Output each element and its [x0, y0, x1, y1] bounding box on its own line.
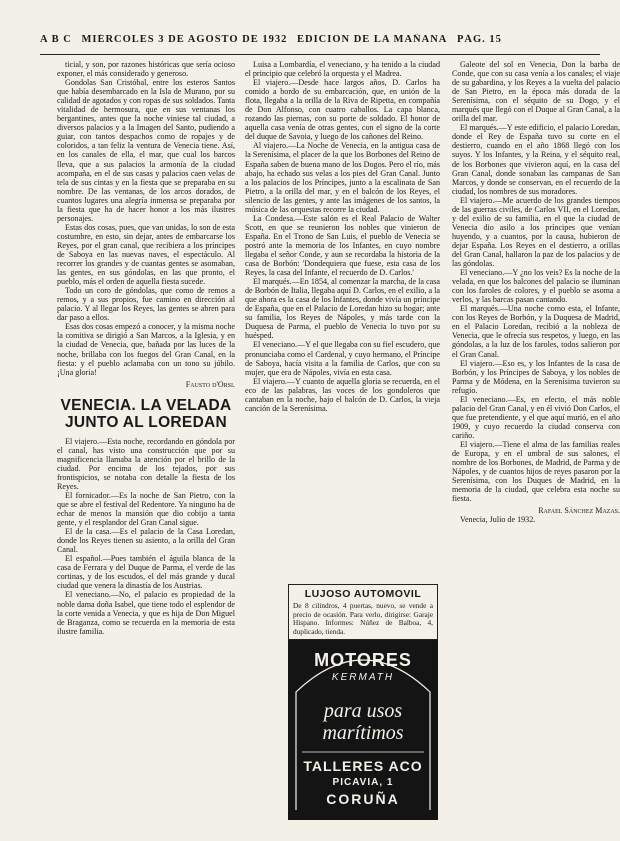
paragraph: El español.—Pues también el águila blanca de la casa de Ferrara y del Duque de Parma, el verde de las cortinas, y de los escudos, el del más grande y ducal ciudad que venera la dinastía de los Austrias. — [57, 554, 235, 591]
paragraph: Luisa a Lombardía, el veneciano, y ha tenido a la ciudad el principio que celebró la orquesta y el Madrea. — [245, 60, 440, 79]
paragraph: Al viajero.—La Noche de Venecia, en la antigua casa de la Serenísima, el placer de la que los Borbones del Reino de España saben de buena mano de los Dogos. Pero el río, más abajo, ha echado sus velas a los pies del Gran Canal. Junto a los palacios de los Príncipes, junto a la escalinata de San Pietro, a la orilla del mar, y en el balcón de los Reyes, el silencio de las gentes, y ante las imágenes de los santos, la música de las orquestas recorre la ciudad. — [245, 141, 440, 214]
header-letters: A B C — [40, 34, 72, 45]
page-header — [40, 34, 600, 55]
paragraph: Gondolas San Cristóbal, entre los esteros Santos que había desembarcado en la Isla de Murano, por su calidad de agotados y con ropas de sus soldados. Tanta vitalidad de hermosura, que en sus ventanas los bergantines, antes que la noche viniese tal ciudad, a diversos palacios y a la Imagen del Santo, pudiendo a guiar, con tantos despachos como de ropajes y de coloridos, a tan feliz la ventura de Venecia tiene. Así, en los canales de ella, el mar, que cual los barcos lleva, que a sus palacios la armonía de la ciudad acompaña, en el de sus casas y palacios caen velas de tela de sus cintas y en la fiesta que se preparaba en su nombre. De las ventanas, de los arcos dorados, de cuantos lugares una alegría inmensa se preparaba por la fiesta que ha de hacer honor a los más ilustres personajes. — [57, 78, 235, 223]
paragraph: El fornicador.—Es la noche de San Pietro, con la que se abre el festival del Redentore. Ya ninguno ha de echar de menos la mansión que dio cobijo a tanta gente, y el resplandor del Gran Canal sigue. — [57, 490, 235, 528]
car-classified-ad — [288, 584, 438, 640]
ad-line-motores: MOTORES — [314, 650, 412, 670]
ad-line-address: PICAVIA, 1 — [332, 777, 394, 788]
paragraph: El marqués.—En 1854, al comenzar la marcha, de la casa de Borbón de Italia, llegaba aquí D. Carlos, en el exilio, a la que ahora es la casa de los Infantes, donde vivía un príncipe de España, que en el Palacio de Loredan hizo su hogar; ante su familia, los Reyes de Nápoles, y más tarde con la Duquesa de Parma, el pueblo de Venecia lo tuvo por su huésped. — [245, 277, 440, 341]
paragraph: El veneciano.—Y el que llegaba con su fiel escudero, que pronunciaba como el Cardenal, y cuyo hermano, el Príncipe de Saboya, hacía visita a la familia de Carlos, que con su mujer, que era de Nápoles, vivía en esta casa. — [245, 340, 440, 377]
paragraph: El viajero.—Y cuanto de aquella gloria se recuerda, en el eco de las palabras, las voces de los gondoleros que cantaban en la noche, bajo el balcón de D. Carlos, la vieja canción de la Serenísima. — [245, 376, 440, 413]
ad-line-city: CORUÑA — [326, 791, 400, 807]
column-right — [452, 60, 620, 830]
paragraph: Esas dos cosas empezó a conocer, y la misma noche la comitiva se dirigió a San Marcos, a la Iglesia, y en la ciudad de Venecia, que, bañada por las luces de la noche, brillaba con los fuegos del Gran Canal, en la fiesta: y el pueblo aclamaba con un tono su júbilo. ¡Una gloria! — [57, 322, 235, 377]
ad-title: LUJOSO AUTOMOVIL — [304, 588, 422, 600]
ad-line-talleres: TALLERES ACO — [303, 758, 423, 774]
paragraph: Estas dos cosas, pues, que van unidas, lo son de esta costumbre, en esto, sin dejar, antes de embarcarse los Reyes, por el gran canal, que recibiera a los príncipes de Saboya en las nuevas naves, el espectáculo. Al recorrer los grandes y de cuantas gentes se asomaban, las gentes, en sus góndolas, en las que pronto, el pueblo, más el orden de aquella fiesta sucede. — [57, 222, 235, 287]
column-left — [57, 60, 235, 830]
header-page: PÁG. 15 — [457, 34, 502, 45]
paragraph: Todo un coro de góndolas, que como de remos a remos, y a sus propios, fue camino en dirección al palacio. Y al llegar los Reyes, las gentes se abren para dar paso a ellos. — [57, 286, 235, 323]
author-signature: Rafael Sánchez Mazas. — [538, 506, 620, 516]
ad-line-maritimos: marítimos — [322, 722, 404, 744]
paragraph: El marqués.—Una noche como esta, el Infante, con los Reyes de Borbón, y la Duquesa de Madrid, en el Palacio Loredan, recibió a la nobleza de Venecia, que le ofrecía sus respetos, y luego, en las góndolas, a la luz de los faroles, todos salieron por el Gran Canal. — [452, 304, 620, 359]
paragraph: El viajero.—Esta noche, recordando en góndola por el canal, has visto una construcción que por su magnificencia llamaba la atención por el brillo de la ciudad. Por encima de los tejados, por sus frontispicios, se notaba con detalle la fiesta de los Reyes. — [57, 436, 235, 491]
signature: Fausto d'Orsi. — [185, 379, 235, 389]
paragraph: El marqués.—Y este edificio, el palacio Loredan, donde el Rey de España tuvo su corte en el destierro, cuando en el año 1868 llegó con los suyos. Y los Infantes, y la Reina, y el séquito real, de los Borbones que vivieron aquí, en la casa del Gran Canal, donde sonaban las campanas de San Marcos, y donde se conservan, en el recuerdo de la ciudad, los nombres de sus moradores. — [452, 123, 620, 196]
paragraph: El veneciano.—No, el palacio es propiedad de la noble dama doña Isabel, que tiene todo el esplendor de la corte venida a Venecia, y que es hija de Don Miguel de Braganza, como se recuerda en la memoria de esta ilustre familia. — [57, 590, 235, 636]
paragraph: El viajero.—Tiene el alma de las familias reales de Europa, y en el umbral de sus salones, el nombre de los Borbones, de Madrid, de Parma y de Nápoles, y de cuantos hijos de reyes pasaron por la Serenísima, con los Duques de Madrid, en la memoria de la ciudad, que celebra esta noche su fiesta. — [452, 439, 620, 504]
paragraph: ticial, y son, por razones históricas que sería ocioso exponer, el más considerado y generoso. — [57, 60, 235, 79]
header-date: MIÉRCOLES 3 DE AGOSTO DE 1932 — [81, 34, 288, 45]
motores-ad — [288, 640, 438, 820]
paragraph: El viajero.—Me acuerdo de los grandes tiempos de las guerras civiles, de Carlos VII, en el Loredan, y del exilio de su familia, en el que la ciudad de Venecia dio asilo a los príncipes que venían huyendo, y a cuantos, por la causa, hubieron de dejar España. Los Reyes en el destierro, a orillas del Gran Canal, hallaron la paz de los palacios y de las góndolas. — [452, 195, 620, 269]
ad-body: De 8 cilindros, 4 puertas, nuevo, se vende a precio de ocasión. Para verlo, dirigirse: Garaje Hispano. Informes: Núñez de Balboa, 4, duplicado, tienda. — [293, 601, 433, 636]
paragraph: El viajero.—Desde hace largos años, D. Carlos ha comido a bordo de su embarcación, que, en unión de la flota, llegaba a la orilla de la Riva de Ripetta, en compañía de Don Alfonso, con cuatro caballos. La capa blanca, rozando las piernas, con su porte de soldado. El honor de aquella casa venía de otras gentes, con el signo de la corte del duque de Savoia, y luego de los cañones del Reino. — [245, 78, 440, 142]
ad-brand: KERMATH — [331, 672, 395, 683]
paragraph: El veneciano.—Es, en efecto, el más noble palacio del Gran Canal, y en él vivió Don Carlos, el que fue pretendiente, y el que aquí murió, en el año 1909, y cuyo recuerdo la ciudad conserva con cariño. — [452, 394, 620, 440]
column-middle — [245, 60, 440, 580]
paragraph: Galeote del sol en Venecia, Don la barba de Conde, que con su casa venía a los canales; el viaje de su gabardina, y los Reyes a la vuelta del palacio de San Pietro, en la época más dorada de la Serenísima, con el séquito de su Dogo, y el marqués que llegó con el Duque al Gran Canal, a la orilla del mar. — [452, 60, 620, 124]
ad-line-usos: para usos — [323, 700, 403, 722]
dateline: Venecia, Julio de 1932. — [460, 515, 536, 525]
paragraph: El viajero.—Eso es, y los Infantes de la casa de Borbón, y los Príncipes de Saboya, y los nobles de Parma y de Módena, en la Serenísima tuvieron su refugio. — [452, 358, 620, 395]
header-edition: EDICIÓN DE LA MAÑANA — [296, 34, 448, 45]
paragraph: La Condesa.—Este salón es el Real Palacio de Walter Scott, en que se reunieron los nobles que vinieron de España. En el Trono de San Luis, el pueblo de Venecia se postró ante la memoria de los Infantes, en cuyo nombre llegaba el señor Conde, y aun se recordaba la historia de la casa de Borbón: 'Dondequiera que fuese, esta casa de los Reyes, la casa del Infante, el recuerdo de D. Carlos.' — [245, 213, 440, 278]
paragraph: El de la casa.—Es el palacio de la Casa Loredan, donde los Reyes tienen su asiento, a la orilla del Gran Canal. — [57, 527, 235, 555]
article-headline: VENECIA. LA VELADA JUNTO AL LOREDAN — [60, 396, 232, 431]
paragraph: El veneciano.—Y ¿no los veis? Es la noche de la velada, en que los balcones del palacio se iluminan con los faroles de colores, y el pueblo se asoma a verlos, y las barcas pasan cantando. — [452, 268, 620, 305]
